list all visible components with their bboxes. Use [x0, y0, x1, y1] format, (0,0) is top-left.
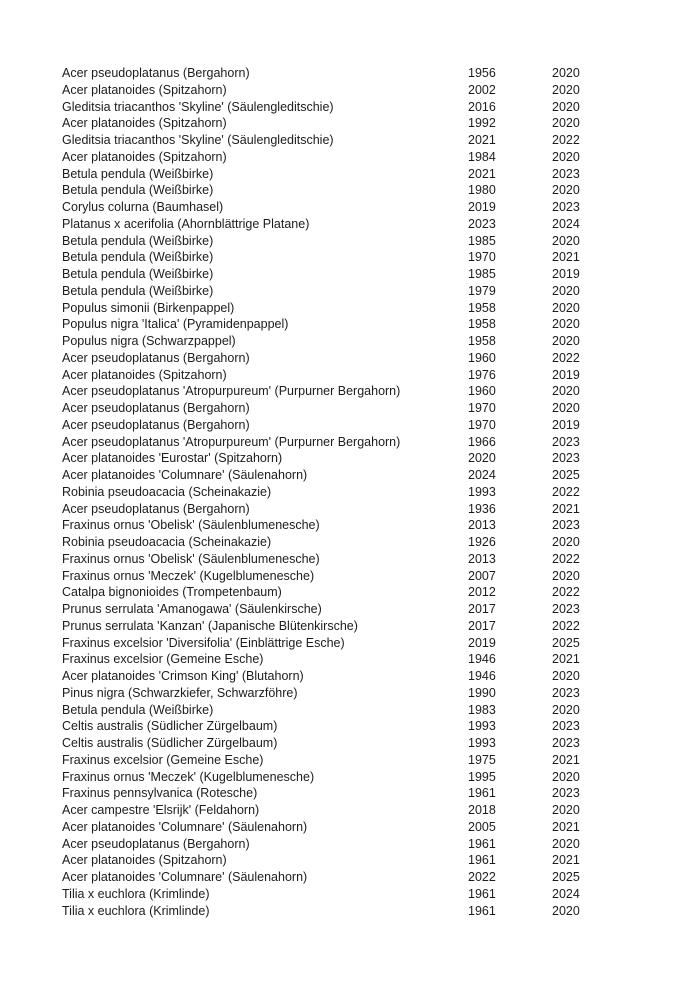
species-name: Corylus colurna (Baumhasel)	[62, 200, 224, 214]
table-row	[62, 132, 700, 149]
year-second: 2023	[552, 602, 580, 616]
species-name: Acer platanoides (Spitzahorn)	[62, 367, 227, 382]
species-name: Fraxinus ornus 'Meczek' (Kugelblumenesche)	[62, 769, 315, 784]
year-first: 1961	[468, 886, 496, 901]
year-second: 2020	[552, 300, 580, 315]
year-first: 1992	[468, 116, 496, 131]
year-second: 2024	[552, 886, 580, 901]
species-name: Acer pseudoplatanus (Bergahorn)	[62, 836, 250, 851]
table-row	[62, 400, 700, 417]
year-first: 1993	[468, 719, 496, 734]
species-name: Fraxinus excelsior (Gemeine Esche)	[62, 652, 264, 667]
table-row	[62, 450, 700, 467]
year-second: 2021	[552, 752, 580, 767]
tree-species-list	[62, 65, 700, 919]
year-first: 2016	[468, 99, 496, 114]
year-second: 2020	[552, 568, 580, 583]
table-row	[62, 300, 700, 317]
year-first: 1960	[468, 350, 496, 365]
species-name: Betula pendula (Weißbirke)	[62, 283, 214, 298]
table-row	[62, 685, 700, 702]
year-second: 2020	[552, 116, 580, 131]
year-first: 1985	[468, 267, 496, 281]
table-row	[62, 785, 700, 802]
year-second: 2020	[552, 233, 580, 248]
year-first: 2012	[468, 585, 496, 600]
table-row	[62, 735, 700, 752]
species-name: Acer platanoides (Spitzahorn)	[62, 116, 227, 131]
table-row	[62, 99, 700, 116]
year-first: 1995	[468, 769, 496, 784]
year-first: 2021	[468, 166, 496, 181]
year-first: 1961	[468, 853, 496, 868]
year-second: 2020	[552, 702, 580, 717]
year-first: 1993	[468, 736, 496, 750]
table-row	[62, 584, 700, 601]
table-row	[62, 249, 700, 266]
table-row	[62, 417, 700, 434]
species-name: Fraxinus ornus 'Obelisk' (Säulenblumenesche)	[62, 518, 320, 533]
species-name: Fraxinus pennsylvanica (Rotesche)	[62, 786, 258, 801]
table-row	[62, 115, 700, 132]
table-row	[62, 467, 700, 484]
year-second: 2022	[552, 585, 580, 600]
year-second: 2024	[552, 216, 580, 231]
table-row	[62, 517, 700, 534]
species-name: Fraxinus ornus 'Obelisk' (Säulenblumenesche)	[62, 551, 320, 566]
year-second: 2020	[552, 334, 580, 348]
year-first: 1985	[468, 233, 496, 248]
year-second: 2025	[552, 870, 580, 884]
species-name: Fraxinus ornus 'Meczek' (Kugelblumenesche)	[62, 568, 315, 583]
year-first: 2017	[468, 602, 496, 616]
table-row	[62, 383, 700, 400]
year-first: 1979	[468, 283, 496, 298]
table-row	[62, 283, 700, 300]
species-name: Tilia x euchlora (Krimlinde)	[62, 903, 210, 918]
table-row	[62, 501, 700, 518]
species-name: Acer platanoides 'Crimson King' (Blutahorn)	[62, 669, 304, 683]
species-name: Acer pseudoplatanus (Bergahorn)	[62, 401, 250, 415]
table-row	[62, 233, 700, 250]
table-row	[62, 819, 700, 836]
table-row	[62, 216, 700, 233]
year-second: 2022	[552, 484, 580, 499]
species-name: Betula pendula (Weißbirke)	[62, 250, 214, 265]
table-row	[62, 852, 700, 869]
year-first: 2019	[468, 635, 496, 650]
species-name: Catalpa bignonioides (Trompetenbaum)	[62, 585, 282, 600]
species-name: Robinia pseudoacacia (Scheinakazie)	[62, 484, 272, 499]
year-first: 1993	[468, 484, 496, 499]
year-second: 2023	[552, 200, 580, 214]
year-second: 2023	[552, 434, 580, 449]
year-second: 2019	[552, 267, 580, 281]
species-name: Acer platanoides 'Columnare' (Säulenahorn)	[62, 468, 308, 482]
table-row	[62, 149, 700, 166]
year-second: 2023	[552, 786, 580, 801]
year-second: 2022	[552, 618, 580, 633]
table-row	[62, 367, 700, 384]
year-second: 2019	[552, 367, 580, 382]
year-first: 2021	[468, 133, 496, 147]
table-row	[62, 350, 700, 367]
year-second: 2020	[552, 99, 580, 114]
year-first: 1980	[468, 183, 496, 198]
year-second: 2022	[552, 350, 580, 365]
table-row	[62, 886, 700, 903]
species-name: Populus simonii (Birkenpappel)	[62, 300, 235, 315]
year-first: 1960	[468, 384, 496, 399]
table-row	[62, 434, 700, 451]
year-second: 2020	[552, 803, 580, 817]
year-first: 2005	[468, 819, 496, 834]
year-second: 2020	[552, 669, 580, 683]
species-name: Prunus serrulata 'Amanogawa' (Säulenkirsche)	[62, 602, 322, 616]
species-name: Betula pendula (Weißbirke)	[62, 233, 214, 248]
table-row	[62, 82, 700, 99]
species-name: Acer platanoides (Spitzahorn)	[62, 82, 227, 97]
year-second: 2020	[552, 401, 580, 415]
year-second: 2025	[552, 468, 580, 482]
year-second: 2020	[552, 769, 580, 784]
year-first: 2024	[468, 468, 496, 482]
species-name: Celtis australis (Südlicher Zürgelbaum)	[62, 736, 278, 750]
year-second: 2023	[552, 685, 580, 700]
species-name: Betula pendula (Weißbirke)	[62, 702, 214, 717]
table-row	[62, 266, 700, 283]
species-name: Acer pseudoplatanus (Bergahorn)	[62, 66, 250, 80]
table-row	[62, 836, 700, 853]
year-second: 2023	[552, 518, 580, 533]
year-second: 2020	[552, 384, 580, 399]
year-second: 2020	[552, 283, 580, 298]
year-first: 1958	[468, 300, 496, 315]
year-second: 2023	[552, 166, 580, 181]
year-first: 1926	[468, 535, 496, 549]
year-second: 2021	[552, 250, 580, 265]
year-second: 2021	[552, 501, 580, 516]
year-first: 2022	[468, 870, 496, 884]
year-second: 2020	[552, 66, 580, 80]
species-name: Acer pseudoplatanus (Bergahorn)	[62, 501, 250, 516]
table-row	[62, 702, 700, 719]
species-name: Acer platanoides (Spitzahorn)	[62, 149, 227, 164]
year-first: 2023	[468, 216, 496, 231]
species-name: Acer pseudoplatanus 'Atropurpureum' (Purpurner Bergahorn)	[62, 384, 401, 399]
year-first: 1966	[468, 434, 496, 449]
species-name: Pinus nigra (Schwarzkiefer, Schwarzföhre)	[62, 685, 298, 700]
species-name: Populus nigra (Schwarzpappel)	[62, 334, 236, 348]
species-name: Acer pseudoplatanus (Bergahorn)	[62, 417, 250, 432]
year-first: 1946	[468, 652, 496, 667]
year-second: 2023	[552, 736, 580, 750]
year-first: 2007	[468, 568, 496, 583]
year-second: 2023	[552, 719, 580, 734]
year-first: 1958	[468, 317, 496, 332]
year-first: 1990	[468, 685, 496, 700]
table-row	[62, 802, 700, 819]
species-name: Acer pseudoplatanus 'Atropurpureum' (Purpurner Bergahorn)	[62, 434, 401, 449]
species-name: Populus nigra 'Italica' (Pyramidenpappel)	[62, 317, 289, 332]
species-name: Platanus x acerifolia (Ahornblättrige Platane)	[62, 216, 310, 231]
species-name: Acer platanoides (Spitzahorn)	[62, 853, 227, 868]
table-row	[62, 166, 700, 183]
species-name: Acer platanoides 'Columnare' (Säulenahorn)	[62, 819, 308, 834]
year-first: 1970	[468, 401, 496, 415]
table-row	[62, 769, 700, 786]
year-second: 2020	[552, 149, 580, 164]
year-second: 2019	[552, 417, 580, 432]
species-name: Acer platanoides 'Columnare' (Säulenahorn)	[62, 870, 308, 884]
year-second: 2020	[552, 183, 580, 198]
year-first: 2020	[468, 451, 496, 466]
year-first: 2013	[468, 518, 496, 533]
year-second: 2021	[552, 853, 580, 868]
year-first: 1961	[468, 903, 496, 918]
table-row	[62, 534, 700, 551]
year-second: 2021	[552, 652, 580, 667]
species-name: Gleditsia triacanthos 'Skyline' (Säulengleditschie)	[62, 133, 334, 147]
year-first: 1958	[468, 334, 496, 348]
species-name: Acer pseudoplatanus (Bergahorn)	[62, 350, 250, 365]
year-second: 2020	[552, 82, 580, 97]
table-row	[62, 333, 700, 350]
species-name: Betula pendula (Weißbirke)	[62, 166, 214, 181]
year-first: 1961	[468, 786, 496, 801]
year-first: 2018	[468, 803, 496, 817]
table-row	[62, 668, 700, 685]
year-second: 2023	[552, 451, 580, 466]
table-row	[62, 752, 700, 769]
table-row	[62, 316, 700, 333]
year-first: 1970	[468, 417, 496, 432]
year-second: 2025	[552, 635, 580, 650]
year-second: 2022	[552, 133, 580, 147]
species-name: Betula pendula (Weißbirke)	[62, 267, 214, 281]
species-name: Prunus serrulata 'Kanzan' (Japanische Blütenkirsche)	[62, 618, 358, 633]
year-second: 2020	[552, 317, 580, 332]
table-row	[62, 618, 700, 635]
table-row	[62, 651, 700, 668]
species-name: Robinia pseudoacacia (Scheinakazie)	[62, 535, 272, 549]
species-name: Fraxinus excelsior 'Diversifolia' (Einblättrige Esche)	[62, 635, 345, 650]
table-row	[62, 65, 700, 82]
year-second: 2022	[552, 551, 580, 566]
year-first: 2013	[468, 551, 496, 566]
year-first: 1976	[468, 367, 496, 382]
species-name: Celtis australis (Südlicher Zürgelbaum)	[62, 719, 278, 734]
year-first: 1936	[468, 501, 496, 516]
year-first: 1975	[468, 752, 496, 767]
table-row	[62, 182, 700, 199]
table-row	[62, 903, 700, 920]
table-row	[62, 199, 700, 216]
year-second: 2020	[552, 535, 580, 549]
year-first: 2002	[468, 82, 496, 97]
year-second: 2021	[552, 819, 580, 834]
year-first: 2019	[468, 200, 496, 214]
species-name: Gleditsia triacanthos 'Skyline' (Säulengleditschie)	[62, 99, 334, 114]
table-row	[62, 601, 700, 618]
year-first: 1946	[468, 669, 496, 683]
year-first: 1984	[468, 149, 496, 164]
species-name: Tilia x euchlora (Krimlinde)	[62, 886, 210, 901]
year-first: 1961	[468, 836, 496, 851]
year-first: 2017	[468, 618, 496, 633]
year-first: 1983	[468, 702, 496, 717]
table-row	[62, 551, 700, 568]
year-first: 1956	[468, 66, 496, 80]
species-name: Acer campestre 'Elsrijk' (Feldahorn)	[62, 803, 260, 817]
table-row	[62, 718, 700, 735]
year-second: 2020	[552, 836, 580, 851]
table-row	[62, 869, 700, 886]
table-row	[62, 568, 700, 585]
year-second: 2020	[552, 903, 580, 918]
table-row	[62, 635, 700, 652]
table-row	[62, 484, 700, 501]
species-name: Fraxinus excelsior (Gemeine Esche)	[62, 752, 264, 767]
species-name: Acer platanoides 'Eurostar' (Spitzahorn)	[62, 451, 283, 466]
species-name: Betula pendula (Weißbirke)	[62, 183, 214, 198]
year-first: 1970	[468, 250, 496, 265]
